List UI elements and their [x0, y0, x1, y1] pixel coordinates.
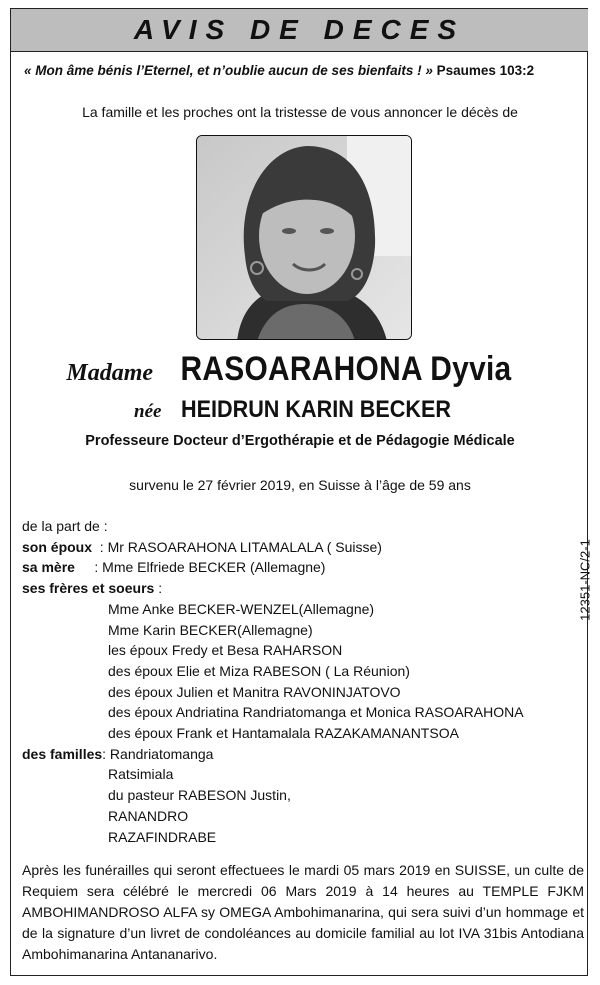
portrait-image: [197, 136, 412, 340]
siblings-colon: :: [154, 580, 163, 597]
death-notice: survenu le 27 février 2019, en Suisse à l’âge de 59 ans: [129, 477, 471, 493]
notice-header: [11, 9, 588, 52]
sibling-item: des époux Andriatina Randriatomanga et Monica RASOARAHONA: [108, 704, 524, 721]
reference-code: 12351-NC/2-1: [577, 539, 593, 621]
family-list: [22, 516, 524, 847]
mother-label: sa mère: [22, 559, 75, 576]
notice-title: AVIS DE DECES: [133, 14, 466, 45]
sibling-item: les époux Fredy et Besa RAHARSON: [108, 642, 343, 659]
deceased-name: RASOARAHONA Dyvia: [180, 350, 512, 388]
profession: Professeure Docteur d’Ergothérapie et de Pédagogie Médicale: [85, 433, 515, 449]
maiden-name-line: [0, 396, 600, 424]
spouse-label: son époux: [22, 538, 93, 555]
portrait-photo: [196, 135, 412, 340]
intro-text: La famille et les proches ont la tristesse de vous annoncer le décès de: [82, 104, 518, 120]
maiden-prefix: née: [134, 401, 162, 422]
family-item: RAZAFINDRABE: [108, 828, 217, 845]
maiden-name: HEIDRUN KARIN BECKER: [180, 396, 451, 423]
sibling-item: des époux Julien et Manitra RAVONINJATOVO: [108, 683, 401, 700]
family-item: RANANDRO: [108, 807, 189, 824]
sibling-item: Mme Anke BECKER-WENZEL(Allemagne): [108, 600, 375, 617]
families-label: des familles: [22, 745, 103, 762]
spouse-name: : Mr RASOARAHONA LITAMALALA ( Suisse): [99, 538, 382, 555]
verse-reference: Psaumes 103:2: [436, 63, 535, 78]
name-prefix: Madame: [66, 360, 154, 386]
family-item: Ratsimiala: [108, 766, 174, 783]
siblings-row: [22, 578, 524, 599]
family-item: du pasteur RABESON Justin,: [108, 787, 291, 804]
mother-row: [22, 557, 524, 578]
funeral-details: Après les funérailles qui seront effectuees le mardi 05 mars 2019 en SUISSE, un culte de Requiem sera célébré le mercredi 06 Mars 2019 à 14 heures au TEMPLE FJKM AMBOHIMANDROSO ALFA sy OMEGA Ambohimanarina, qui sera suivi d’un hommage et de la signature d’un livret de condoléances au domicile familial au lot IVA 31bis Antodiana Ambohimanarina Antananarivo.: [22, 862, 584, 962]
sibling-item: des époux Frank et Hantamalala RAZAKAMANANTSOA: [108, 725, 459, 742]
verse-text: « Mon âme bénis l’Eternel, et n’oublie aucun de ses bienfaits ! »: [24, 63, 433, 78]
families-first: : Randriatomanga: [102, 745, 214, 762]
from-label: de la part de :: [22, 518, 108, 534]
mother-name: : Mme Elfriede BECKER (Allemagne): [94, 559, 326, 576]
families-row: [22, 744, 524, 765]
sibling-item: des époux Elie et Miza RABESON ( La Réunion): [108, 662, 410, 679]
bible-verse: [24, 63, 584, 78]
spouse-row: [22, 537, 524, 558]
deceased-name-line: [0, 350, 600, 389]
siblings-label: ses frères et soeurs: [22, 580, 155, 597]
sibling-item: Mme Karin BECKER(Allemagne): [108, 621, 313, 638]
